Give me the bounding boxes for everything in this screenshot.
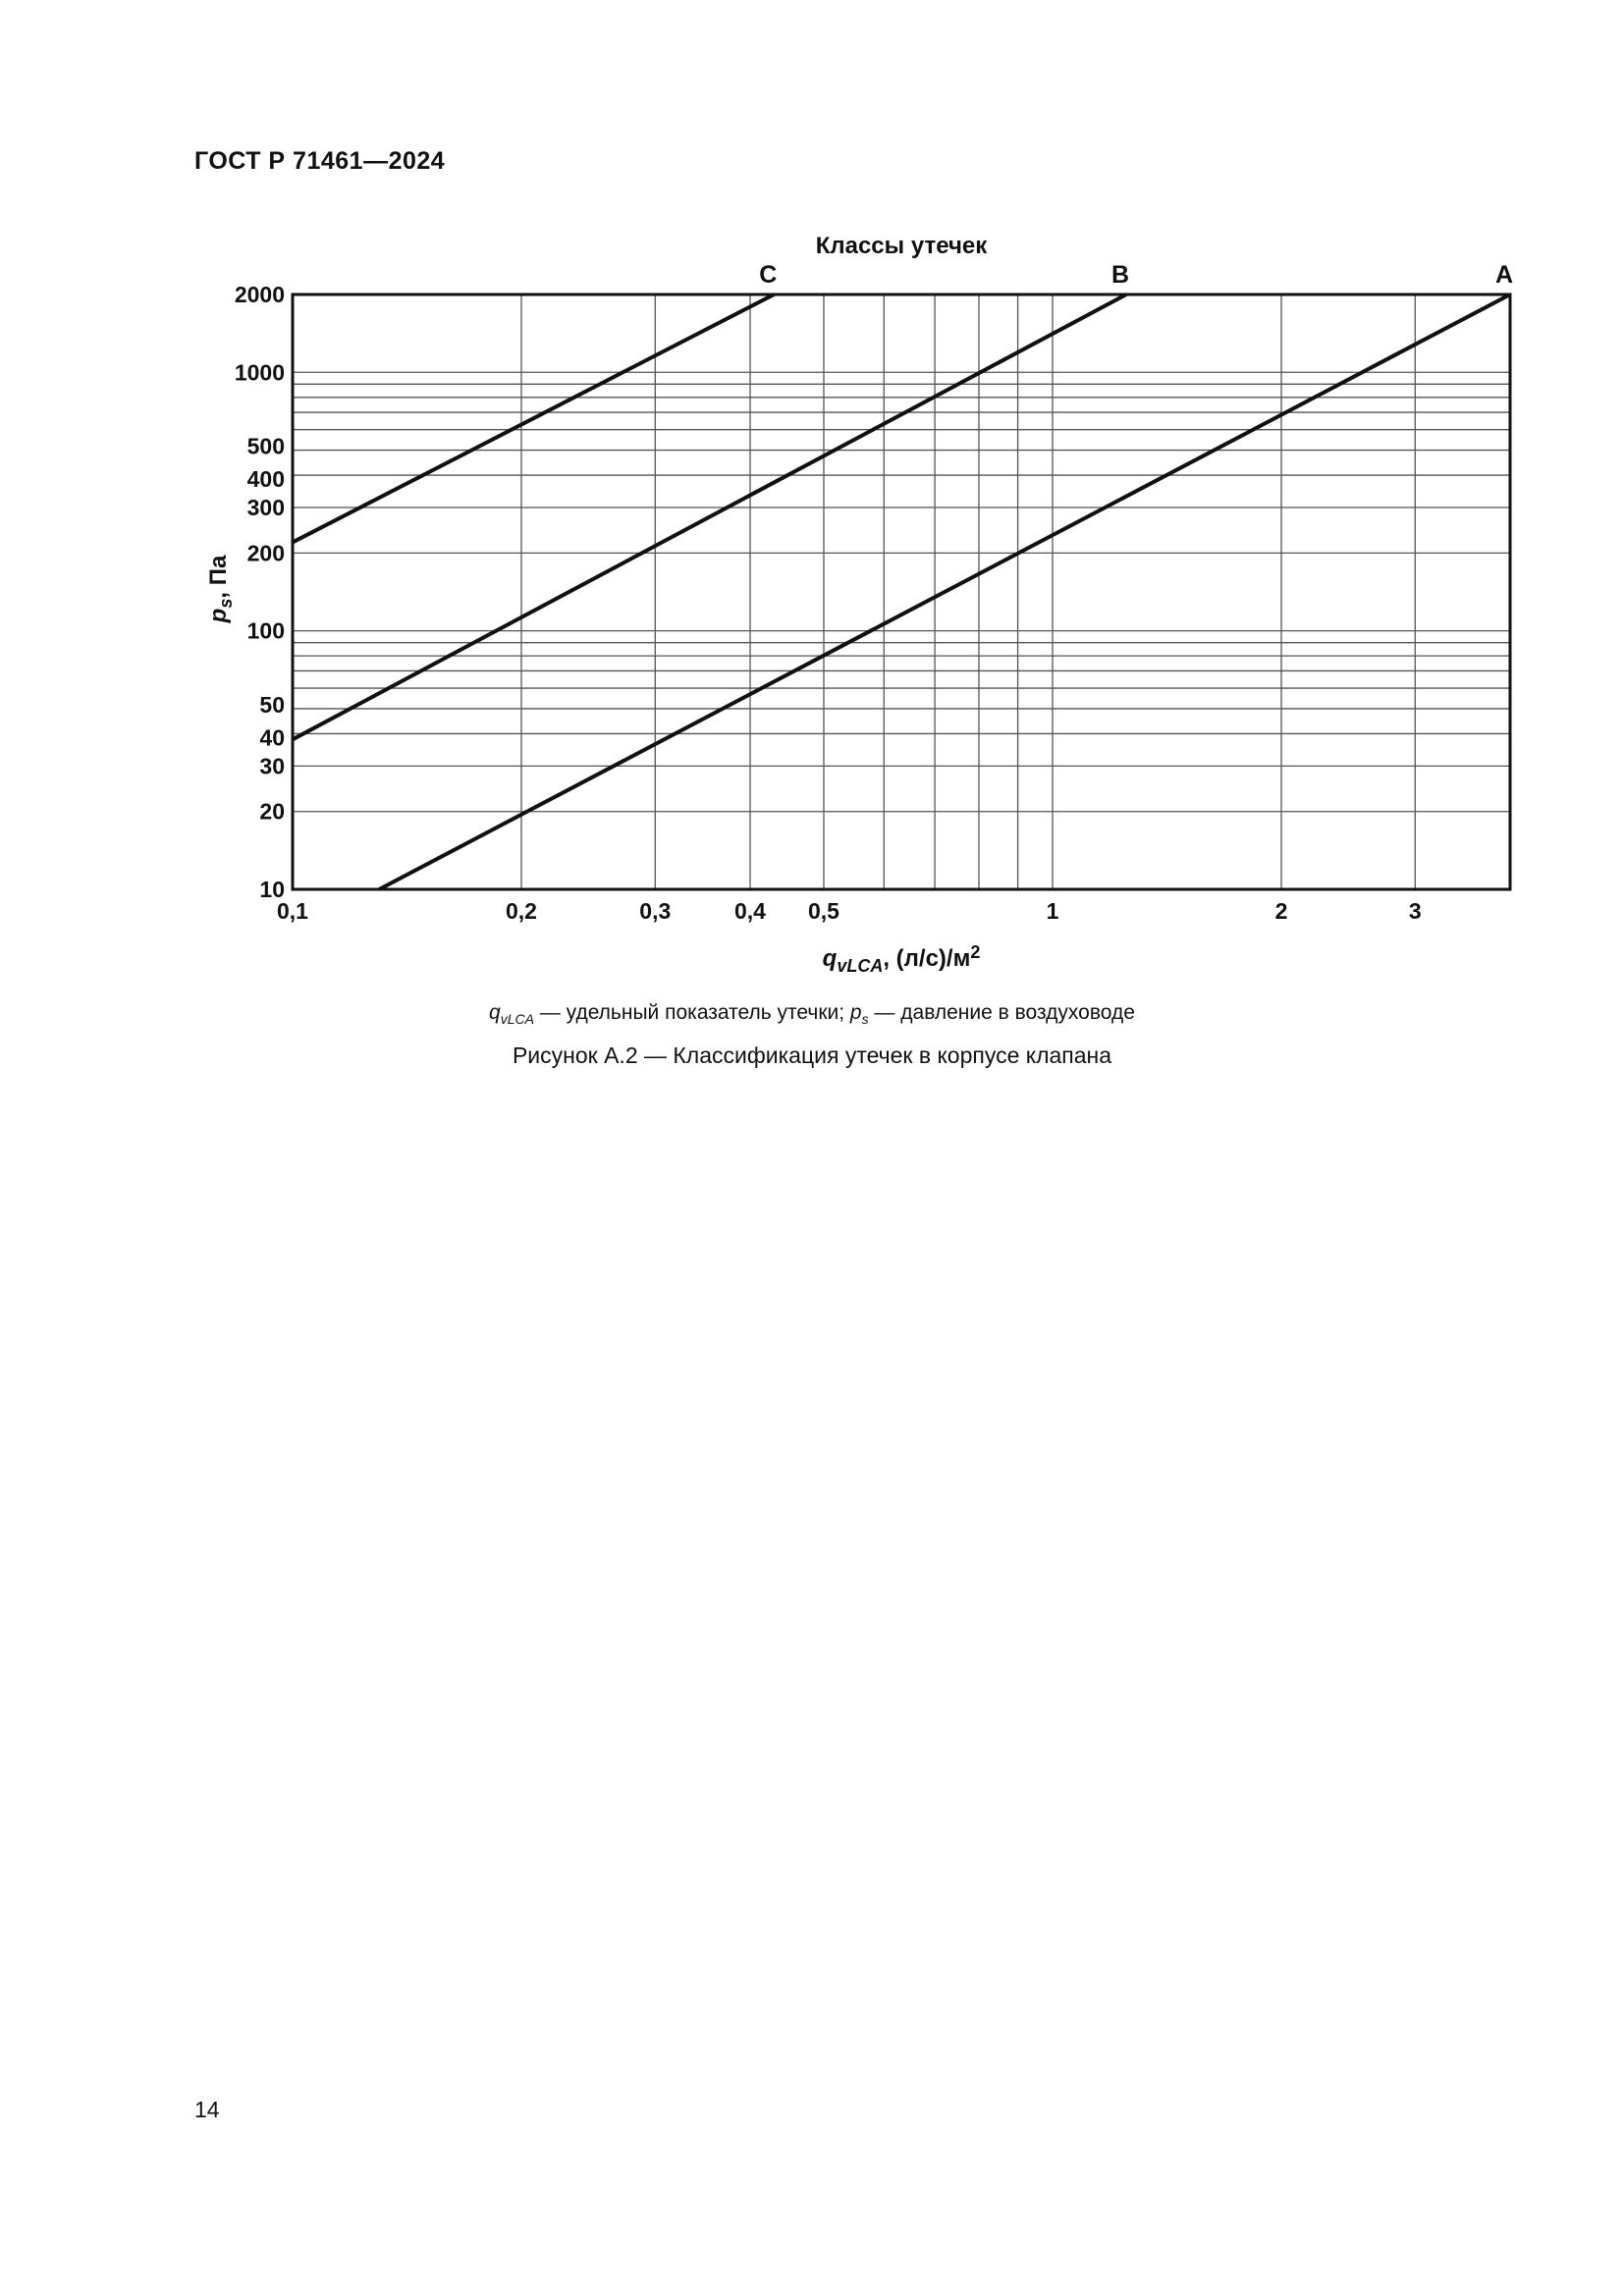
x-tick-label: 0,5 bbox=[808, 898, 839, 924]
legend-p-subscript: s bbox=[861, 1011, 869, 1028]
x-tick-label: 1 bbox=[1046, 898, 1059, 924]
chart-title: Классы утечек bbox=[815, 233, 988, 259]
legend-q-subscript: vLCA bbox=[500, 1011, 534, 1028]
y-tick-label: 20 bbox=[259, 798, 285, 825]
x-tick-label: 0,3 bbox=[639, 898, 672, 924]
series-label-c: C bbox=[759, 261, 778, 289]
leakage-class-chart bbox=[0, 0, 1624, 991]
document-header: ГОСТ Р 71461—2024 bbox=[194, 147, 446, 175]
legend-p-text: — давление в воздуховоде bbox=[868, 1001, 1135, 1024]
legend-q-text: — удельный показатель утечки; bbox=[533, 1001, 850, 1024]
y-axis-label: $p_s$, Па bbox=[205, 555, 236, 623]
x-tick-label: 0,1 bbox=[277, 898, 308, 924]
y-tick-label: 10 bbox=[259, 877, 285, 902]
series-label-a: A bbox=[1494, 261, 1514, 289]
y-tick-label: 1000 bbox=[234, 359, 285, 386]
y-tick-label: 200 bbox=[246, 540, 285, 566]
x-tick-label: 0,4 bbox=[734, 898, 766, 924]
y-tick-label: 400 bbox=[246, 466, 285, 493]
x-tick-label: 0,2 bbox=[506, 898, 537, 924]
x-tick-label: 3 bbox=[1408, 898, 1422, 924]
y-tick-label: 2000 bbox=[234, 282, 285, 307]
page-number: 14 bbox=[194, 2097, 220, 2122]
series-label-b: B bbox=[1110, 261, 1130, 289]
x-axis-label: $q_{vLCA}$, $(л/с)/м^2$ bbox=[822, 942, 981, 976]
figure-legend bbox=[0, 1001, 1624, 1027]
y-tick-label: 100 bbox=[246, 617, 285, 644]
y-tick-label: 50 bbox=[259, 691, 285, 718]
y-tick-label: 40 bbox=[259, 724, 285, 751]
y-tick-label: 500 bbox=[246, 433, 285, 459]
y-tick-label: 30 bbox=[259, 753, 285, 779]
legend-q-symbol: q bbox=[489, 1001, 501, 1024]
series-line-b bbox=[293, 294, 1126, 739]
figure-caption: Рисунок А.2 — Классификация утечек в корпусе клапана bbox=[512, 1042, 1112, 1068]
y-tick-label: 300 bbox=[246, 494, 285, 520]
legend-p-symbol: p bbox=[849, 1001, 862, 1024]
series-line-c bbox=[293, 294, 774, 542]
x-tick-label: 2 bbox=[1274, 898, 1288, 924]
